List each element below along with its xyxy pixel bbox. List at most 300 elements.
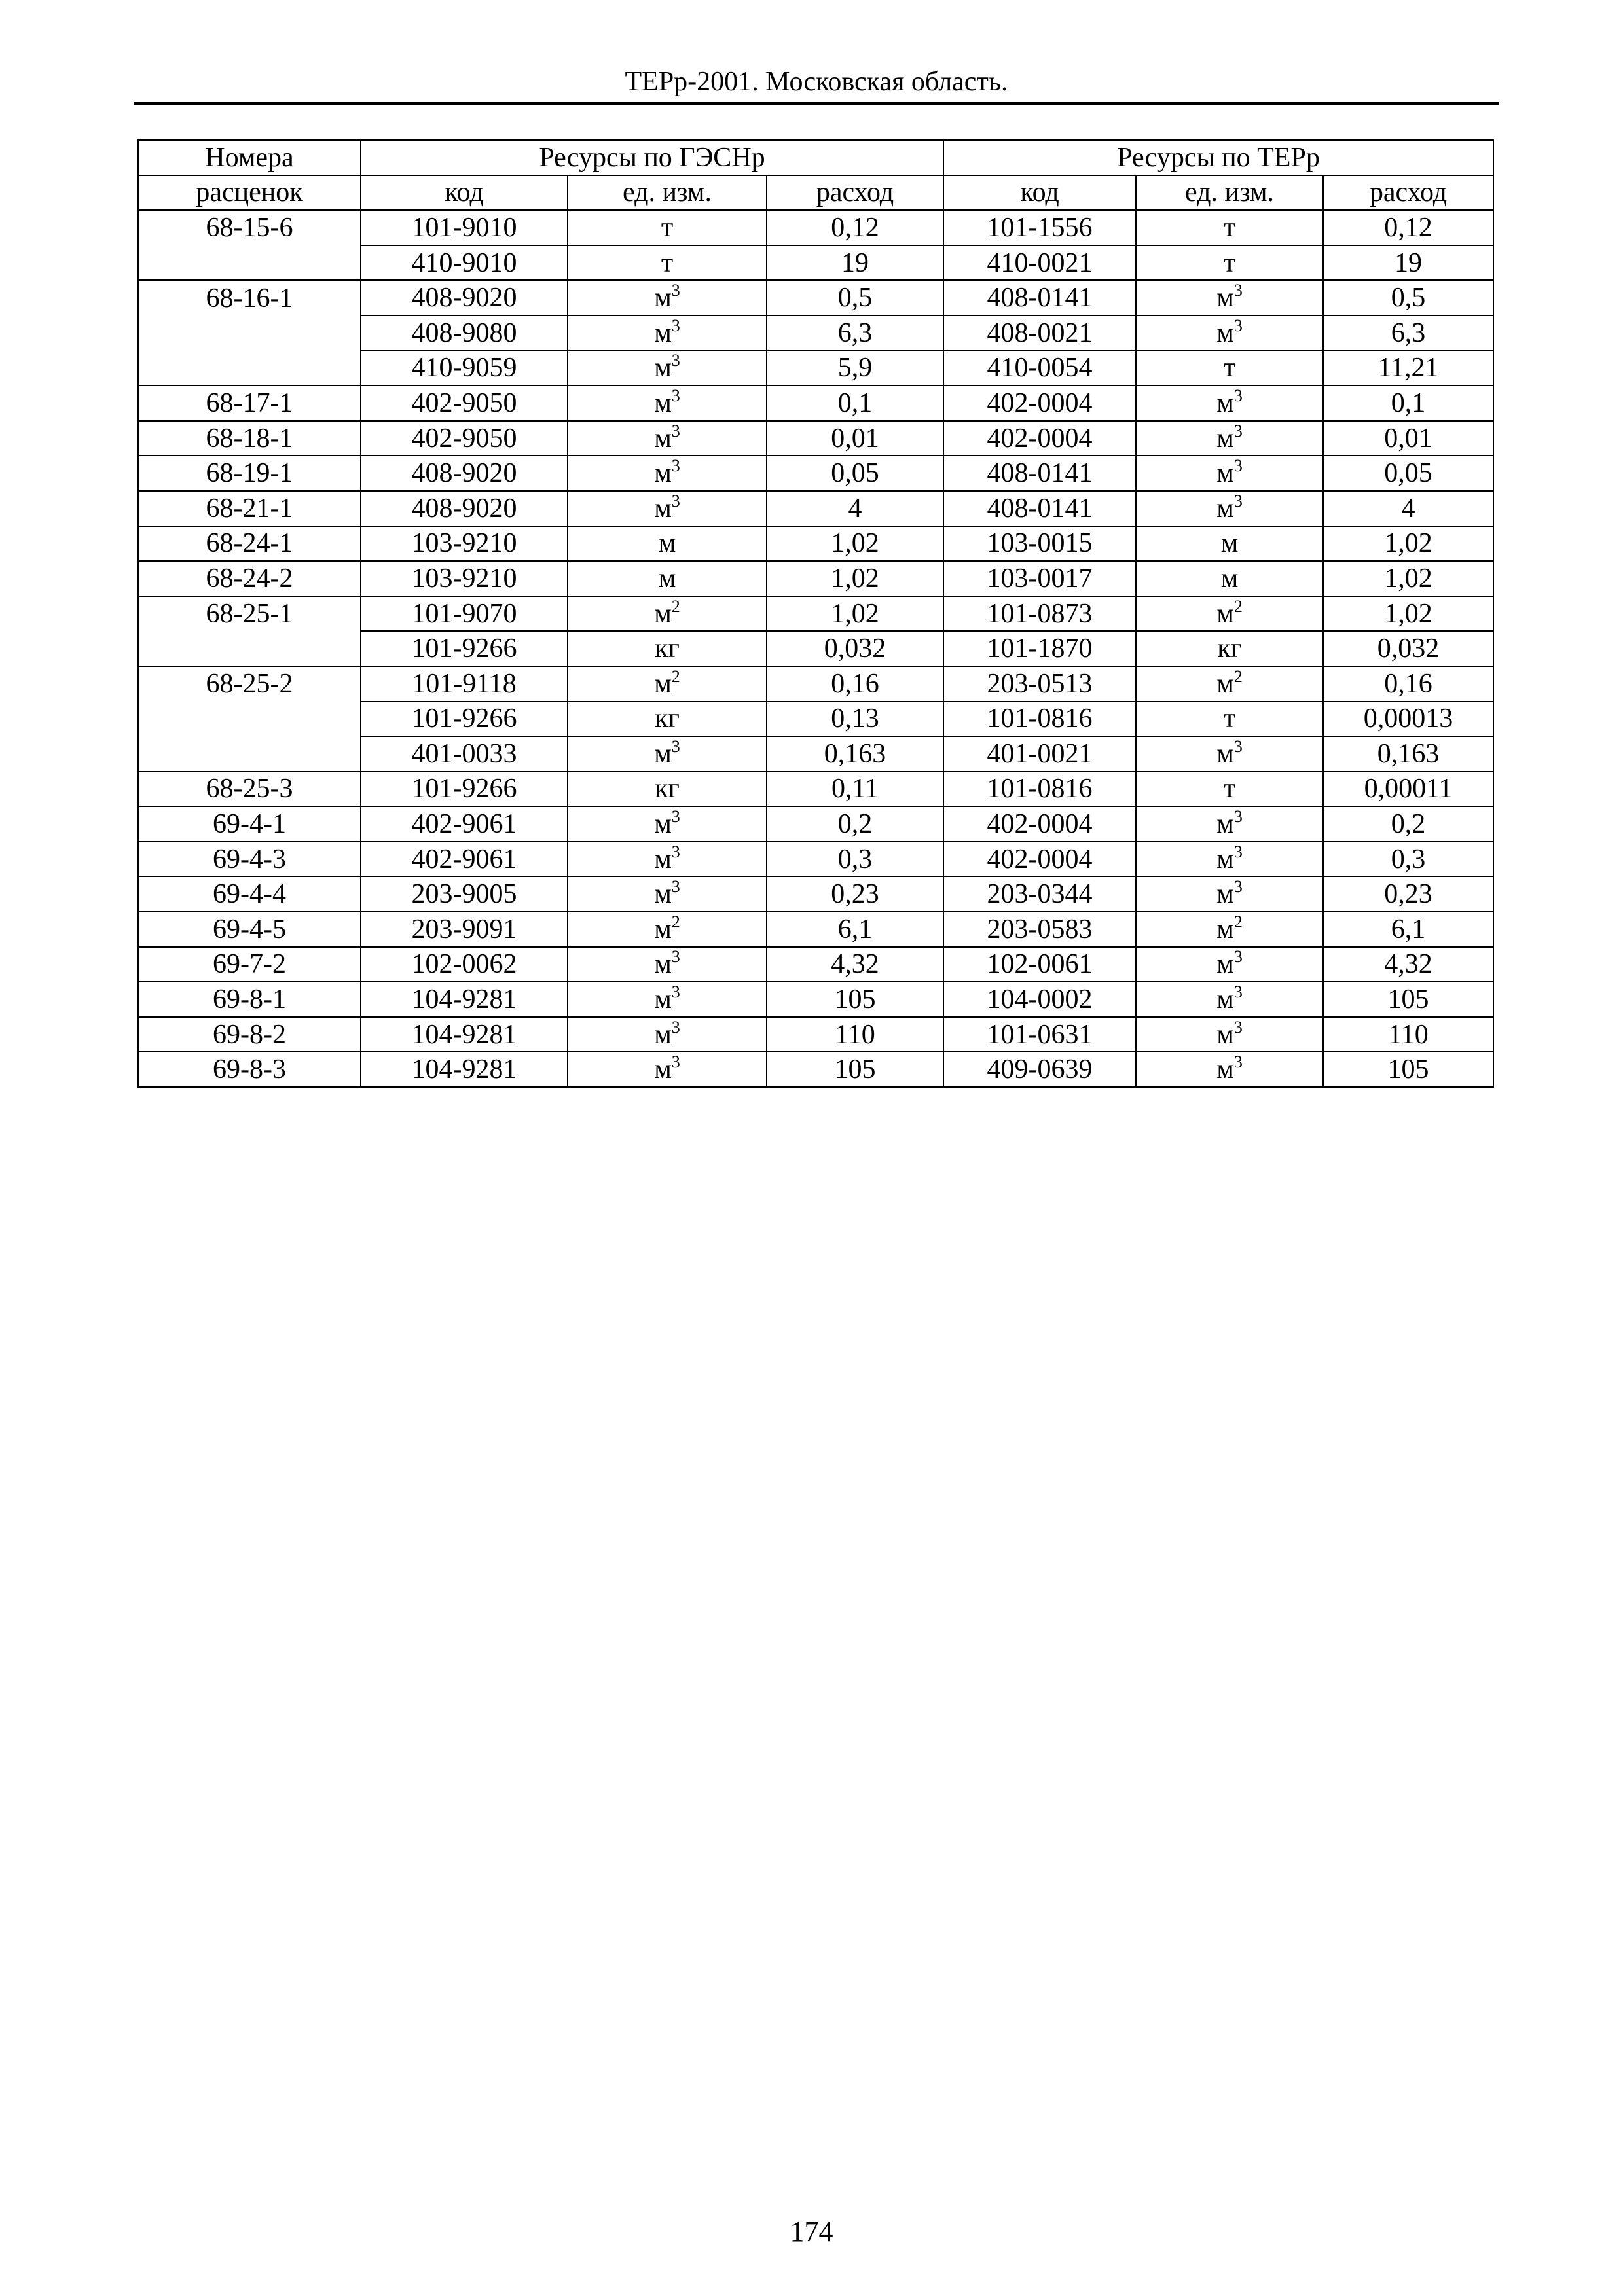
gesnr-unit-cell <box>568 1017 767 1052</box>
rate-numbers-header-line-2: расценок <box>196 177 303 208</box>
gesnr-code-header: код <box>361 175 568 211</box>
gesnr-amount-cell: 0,13 <box>767 702 943 737</box>
unit-exponent: 3 <box>1233 456 1243 476</box>
unit-text: м <box>654 493 672 524</box>
gesnr-code-cell: 101-9266 <box>361 631 568 666</box>
gesnr-unit-cell <box>568 806 767 842</box>
unit-text: м <box>654 879 672 910</box>
terr-code-cell: 101-0816 <box>943 772 1136 807</box>
unit-text: м <box>1216 949 1234 980</box>
rate-number-cell: 68-25-2 <box>138 666 361 702</box>
terr-amount-cell: 1,02 <box>1323 526 1493 562</box>
gesnr-code-cell: 104-9281 <box>361 1052 568 1087</box>
unit-text: м <box>654 387 672 418</box>
rate-number-cell: 69-4-5 <box>138 912 361 947</box>
terr-code-cell: 104-0002 <box>943 982 1136 1017</box>
table-row <box>138 772 1493 807</box>
unit-exponent: 3 <box>1233 281 1243 300</box>
gesnr-unit-cell <box>568 702 767 737</box>
gesnr-code-cell: 401-0033 <box>361 736 568 772</box>
unit-text: т <box>1223 247 1236 278</box>
unit-text: м <box>1216 844 1234 874</box>
terr-amount-cell: 1,02 <box>1323 561 1493 596</box>
gesnr-amount-cell: 0,163 <box>767 736 943 772</box>
terr-amount-cell: 0,2 <box>1323 806 1493 842</box>
terr-amount-cell: 0,16 <box>1323 666 1493 702</box>
unit-exponent: 3 <box>1233 807 1243 827</box>
rate-number-cell: 68-25-1 <box>138 596 361 632</box>
unit-text: м <box>654 949 672 980</box>
terr-amount-cell: 0,05 <box>1323 456 1493 491</box>
table-row <box>138 596 1493 632</box>
gesnr-code-cell: 101-9070 <box>361 596 568 632</box>
gesnr-amount-cell: 0,5 <box>767 280 943 315</box>
unit-text: м <box>1216 1019 1234 1050</box>
resource-table <box>137 139 1494 1088</box>
rate-number-cell: 69-8-2 <box>138 1017 361 1052</box>
unit-text: м <box>1216 598 1234 629</box>
gesnr-unit-cell <box>568 631 767 666</box>
terr-unit-cell <box>1136 876 1323 912</box>
unit-exponent: 3 <box>1233 947 1243 967</box>
terr-unit-cell <box>1136 982 1323 1017</box>
gesnr-unit-cell <box>568 315 767 351</box>
unit-exponent: 3 <box>671 1052 680 1072</box>
unit-exponent: 3 <box>671 421 680 440</box>
table-row <box>138 280 1493 315</box>
gesnr-code-cell: 408-9020 <box>361 280 568 315</box>
terr-amount-cell: 0,1 <box>1323 386 1493 421</box>
terr-code-cell: 103-0015 <box>943 526 1136 562</box>
terr-code-cell: 408-0141 <box>943 456 1136 491</box>
unit-text: м <box>654 1054 672 1085</box>
terr-amount-cell: 11,21 <box>1323 351 1493 386</box>
gesnr-amount-cell: 0,16 <box>767 666 943 702</box>
table-row <box>138 526 1493 562</box>
unit-text: м <box>654 317 672 348</box>
unit-text: м <box>654 738 672 769</box>
gesnr-unit-cell <box>568 912 767 947</box>
unit-exponent: 3 <box>671 315 680 335</box>
terr-unit-cell <box>1136 596 1323 632</box>
terr-unit-cell <box>1136 315 1323 351</box>
table-row <box>138 561 1493 596</box>
gesnr-code-cell: 410-9010 <box>361 245 568 281</box>
terr-unit-cell <box>1136 772 1323 807</box>
rate-numbers-header <box>138 140 361 175</box>
gesnr-code-cell: 402-9050 <box>361 386 568 421</box>
gesnr-amount-cell: 4,32 <box>767 947 943 982</box>
rate-numbers-header-cont <box>138 175 361 211</box>
table-row <box>138 210 1493 245</box>
table-row <box>138 456 1493 491</box>
unit-text: м <box>1216 387 1234 418</box>
gesnr-amount-cell: 0,01 <box>767 421 943 456</box>
rate-number-cell: 68-15-6 <box>138 210 361 245</box>
unit-exponent: 3 <box>1233 982 1243 1002</box>
terr-amount-cell: 105 <box>1323 1052 1493 1087</box>
table-row <box>138 386 1493 421</box>
gesnr-amount-cell: 105 <box>767 1052 943 1087</box>
terr-amount-cell: 0,12 <box>1323 210 1493 245</box>
unit-exponent: 3 <box>671 842 680 861</box>
terr-code-cell: 402-0004 <box>943 842 1136 877</box>
gesnr-unit-cell <box>568 210 767 245</box>
unit-text: м <box>1216 493 1234 524</box>
terr-unit-cell <box>1136 245 1323 281</box>
table-row <box>138 947 1493 982</box>
unit-exponent: 3 <box>1233 877 1243 897</box>
terr-amount-cell: 6,3 <box>1323 315 1493 351</box>
table-row <box>138 351 1493 386</box>
table-row <box>138 876 1493 912</box>
terr-amount-cell: 0,5 <box>1323 280 1493 315</box>
terr-unit-cell <box>1136 702 1323 737</box>
unit-text: м <box>1216 984 1234 1015</box>
gesnr-amount-cell: 1,02 <box>767 526 943 562</box>
unit-text: кг <box>655 634 680 664</box>
gesnr-code-cell: 402-9061 <box>361 842 568 877</box>
terr-unit-cell <box>1136 386 1323 421</box>
unit-text: м <box>1216 458 1234 489</box>
terr-code-cell: 410-0021 <box>943 245 1136 281</box>
gesnr-unit-cell <box>568 491 767 526</box>
gesnr-code-cell: 408-9020 <box>361 456 568 491</box>
gesnr-code-cell: 104-9281 <box>361 1017 568 1052</box>
terr-amount-header: расход <box>1323 175 1493 211</box>
gesnr-code-cell: 203-9005 <box>361 876 568 912</box>
table-row <box>138 631 1493 666</box>
gesnr-code-cell: 101-9266 <box>361 702 568 737</box>
terr-code-cell: 409-0639 <box>943 1052 1136 1087</box>
unit-text: м <box>1216 317 1234 348</box>
rate-number-cell: 68-25-3 <box>138 772 361 807</box>
terr-code-cell: 402-0004 <box>943 806 1136 842</box>
terr-unit-cell <box>1136 736 1323 772</box>
gesnr-unit-cell <box>568 842 767 877</box>
gesnr-amount-cell: 4 <box>767 491 943 526</box>
terr-unit-cell <box>1136 456 1323 491</box>
gesnr-resources-header: Ресурсы по ГЭСНр <box>361 140 943 175</box>
unit-exponent: 3 <box>1233 491 1243 511</box>
terr-code-cell: 408-0021 <box>943 315 1136 351</box>
gesnr-unit-header: ед. изм. <box>568 175 767 211</box>
gesnr-code-cell: 410-9059 <box>361 351 568 386</box>
gesnr-code-cell: 102-0062 <box>361 947 568 982</box>
gesnr-amount-cell: 0,05 <box>767 456 943 491</box>
unit-exponent: 3 <box>1233 842 1243 861</box>
table-row <box>138 421 1493 456</box>
terr-amount-cell: 0,3 <box>1323 842 1493 877</box>
terr-code-cell: 101-1870 <box>943 631 1136 666</box>
gesnr-code-cell: 402-9061 <box>361 806 568 842</box>
gesnr-code-cell: 408-9080 <box>361 315 568 351</box>
gesnr-unit-cell <box>568 772 767 807</box>
gesnr-code-cell: 101-9266 <box>361 772 568 807</box>
terr-unit-cell <box>1136 1017 1323 1052</box>
terr-code-cell: 408-0141 <box>943 491 1136 526</box>
terr-amount-cell: 0,00013 <box>1323 702 1493 737</box>
terr-code-cell: 402-0004 <box>943 421 1136 456</box>
unit-text: м <box>654 1019 672 1050</box>
gesnr-unit-cell <box>568 456 767 491</box>
unit-text: м <box>1216 809 1234 840</box>
unit-exponent: 3 <box>671 281 680 300</box>
unit-text: м <box>654 984 672 1015</box>
table-row <box>138 491 1493 526</box>
unit-text: м <box>1220 528 1239 559</box>
terr-amount-cell: 6,1 <box>1323 912 1493 947</box>
unit-text: м <box>654 283 672 314</box>
terr-amount-cell: 105 <box>1323 982 1493 1017</box>
table-body <box>138 210 1493 1087</box>
terr-unit-cell <box>1136 806 1323 842</box>
gesnr-amount-cell: 5,9 <box>767 351 943 386</box>
page-number: 174 <box>790 2215 833 2248</box>
unit-exponent: 3 <box>671 351 680 370</box>
rate-number-cell: 68-19-1 <box>138 456 361 491</box>
gesnr-amount-cell: 0,11 <box>767 772 943 807</box>
unit-text: м <box>654 353 672 384</box>
gesnr-amount-header: расход <box>767 175 943 211</box>
gesnr-unit-cell <box>568 736 767 772</box>
terr-unit-cell <box>1136 842 1323 877</box>
terr-code-header: код <box>943 175 1136 211</box>
gesnr-unit-cell <box>568 561 767 596</box>
terr-unit-cell <box>1136 666 1323 702</box>
gesnr-unit-cell <box>568 666 767 702</box>
table-row <box>138 245 1493 281</box>
unit-text: т <box>1223 212 1236 243</box>
gesnr-code-cell: 103-9210 <box>361 561 568 596</box>
terr-unit-cell <box>1136 631 1323 666</box>
unit-exponent: 3 <box>671 982 680 1002</box>
rate-numbers-header-line-1: Номера <box>205 142 294 173</box>
terr-amount-cell: 0,01 <box>1323 421 1493 456</box>
gesnr-unit-cell <box>568 280 767 315</box>
unit-text: м <box>658 528 676 559</box>
terr-amount-cell: 110 <box>1323 1017 1493 1052</box>
terr-amount-cell: 0,23 <box>1323 876 1493 912</box>
unit-text: м <box>654 458 672 489</box>
terr-unit-cell <box>1136 491 1323 526</box>
rate-number-cell <box>138 736 361 772</box>
terr-unit-cell <box>1136 1052 1323 1087</box>
gesnr-amount-cell: 0,23 <box>767 876 943 912</box>
terr-unit-cell <box>1136 280 1323 315</box>
unit-text: м <box>1216 914 1234 944</box>
table-row <box>138 912 1493 947</box>
gesnr-unit-cell <box>568 982 767 1017</box>
unit-text: м <box>1216 283 1234 314</box>
unit-text: м <box>1216 879 1234 910</box>
gesnr-amount-cell: 0,1 <box>767 386 943 421</box>
gesnr-code-cell: 104-9281 <box>361 982 568 1017</box>
gesnr-code-cell: 402-9050 <box>361 421 568 456</box>
unit-text: м <box>654 598 672 629</box>
unit-exponent: 3 <box>1233 1052 1243 1072</box>
unit-exponent: 3 <box>1233 421 1243 440</box>
unit-text: т <box>661 212 674 243</box>
terr-amount-cell: 0,00011 <box>1323 772 1493 807</box>
rate-number-cell: 69-4-3 <box>138 842 361 877</box>
rate-number-cell <box>138 315 361 351</box>
terr-unit-header: ед. изм. <box>1136 175 1323 211</box>
gesnr-amount-cell: 0,032 <box>767 631 943 666</box>
unit-text: м <box>1216 1054 1234 1085</box>
table-row <box>138 666 1493 702</box>
rate-number-cell: 69-4-4 <box>138 876 361 912</box>
terr-unit-cell <box>1136 947 1323 982</box>
unit-exponent: 3 <box>1233 736 1243 756</box>
gesnr-unit-cell <box>568 351 767 386</box>
rate-number-cell: 68-16-1 <box>138 280 361 315</box>
unit-text: т <box>1223 774 1236 804</box>
gesnr-code-cell: 101-9010 <box>361 210 568 245</box>
gesnr-amount-cell: 105 <box>767 982 943 1017</box>
terr-unit-cell <box>1136 526 1323 562</box>
terr-amount-cell: 4 <box>1323 491 1493 526</box>
terr-code-cell: 408-0141 <box>943 280 1136 315</box>
gesnr-amount-cell: 0,3 <box>767 842 943 877</box>
gesnr-unit-cell <box>568 245 767 281</box>
unit-exponent: 3 <box>671 736 680 756</box>
gesnr-amount-cell: 1,02 <box>767 561 943 596</box>
unit-exponent: 2 <box>1233 912 1243 931</box>
terr-amount-cell: 4,32 <box>1323 947 1493 982</box>
unit-text: кг <box>1217 634 1242 664</box>
unit-text: кг <box>655 704 680 734</box>
terr-code-cell: 103-0017 <box>943 561 1136 596</box>
rate-number-cell <box>138 351 361 386</box>
unit-exponent: 2 <box>671 666 680 686</box>
table-row <box>138 842 1493 877</box>
terr-code-cell: 102-0061 <box>943 947 1136 982</box>
unit-text: м <box>654 423 672 454</box>
terr-code-cell: 101-1556 <box>943 210 1136 245</box>
unit-text: м <box>1216 668 1234 699</box>
gesnr-unit-cell <box>568 526 767 562</box>
rate-number-cell <box>138 245 361 281</box>
gesnr-amount-cell: 6,3 <box>767 315 943 351</box>
rate-number-cell: 69-4-1 <box>138 806 361 842</box>
gesnr-code-cell: 101-9118 <box>361 666 568 702</box>
terr-code-cell: 101-0873 <box>943 596 1136 632</box>
terr-unit-cell <box>1136 210 1323 245</box>
gesnr-amount-cell: 0,12 <box>767 210 943 245</box>
table-row <box>138 736 1493 772</box>
unit-exponent: 3 <box>671 491 680 511</box>
gesnr-code-cell: 103-9210 <box>361 526 568 562</box>
unit-text: кг <box>655 774 680 804</box>
gesnr-code-cell: 203-9091 <box>361 912 568 947</box>
unit-exponent: 3 <box>671 947 680 967</box>
unit-exponent: 3 <box>1233 315 1243 335</box>
table-row <box>138 1017 1493 1052</box>
terr-resources-header: Ресурсы по ТЕРр <box>943 140 1493 175</box>
unit-exponent: 3 <box>1233 386 1243 405</box>
terr-unit-cell <box>1136 351 1323 386</box>
table-row <box>138 806 1493 842</box>
terr-code-cell: 101-0631 <box>943 1017 1136 1052</box>
unit-text: т <box>1223 704 1236 734</box>
rate-number-cell: 69-7-2 <box>138 947 361 982</box>
rate-number-cell <box>138 631 361 666</box>
terr-unit-cell <box>1136 421 1323 456</box>
terr-code-cell: 401-0021 <box>943 736 1136 772</box>
table-row <box>138 315 1493 351</box>
terr-code-cell: 203-0344 <box>943 876 1136 912</box>
unit-exponent: 2 <box>1233 596 1243 616</box>
rate-number-cell <box>138 702 361 737</box>
terr-amount-cell: 0,032 <box>1323 631 1493 666</box>
terr-unit-cell <box>1136 561 1323 596</box>
terr-unit-cell <box>1136 912 1323 947</box>
gesnr-amount-cell: 0,2 <box>767 806 943 842</box>
gesnr-unit-cell <box>568 596 767 632</box>
unit-text: м <box>1216 738 1234 769</box>
unit-exponent: 2 <box>671 596 680 616</box>
terr-code-cell: 203-0513 <box>943 666 1136 702</box>
rate-number-cell: 68-24-1 <box>138 526 361 562</box>
gesnr-code-cell: 408-9020 <box>361 491 568 526</box>
gesnr-unit-cell <box>568 876 767 912</box>
rate-number-cell: 69-8-1 <box>138 982 361 1017</box>
gesnr-unit-cell <box>568 1052 767 1087</box>
terr-amount-cell: 0,163 <box>1323 736 1493 772</box>
terr-amount-cell: 19 <box>1323 245 1493 281</box>
unit-exponent: 3 <box>1233 1017 1243 1037</box>
table-row <box>138 982 1493 1017</box>
gesnr-unit-cell <box>568 947 767 982</box>
gesnr-amount-cell: 6,1 <box>767 912 943 947</box>
unit-exponent: 2 <box>671 912 680 931</box>
unit-text: м <box>654 914 672 944</box>
unit-exponent: 2 <box>1233 666 1243 686</box>
unit-exponent: 3 <box>671 386 680 405</box>
rate-number-cell: 68-18-1 <box>138 421 361 456</box>
unit-text: м <box>658 563 676 594</box>
unit-text: т <box>661 247 674 278</box>
gesnr-amount-cell: 110 <box>767 1017 943 1052</box>
unit-text: м <box>1220 563 1239 594</box>
terr-code-cell: 410-0054 <box>943 351 1136 386</box>
terr-code-cell: 101-0816 <box>943 702 1136 737</box>
unit-text: м <box>654 844 672 874</box>
terr-amount-cell: 1,02 <box>1323 596 1493 632</box>
unit-text: м <box>654 809 672 840</box>
terr-code-cell: 402-0004 <box>943 386 1136 421</box>
unit-text: м <box>1216 423 1234 454</box>
rate-number-cell: 68-17-1 <box>138 386 361 421</box>
unit-exponent: 3 <box>671 456 680 476</box>
gesnr-unit-cell <box>568 421 767 456</box>
table-row <box>138 1052 1493 1087</box>
page-header: ТЕРр-2001. Московская область. <box>134 62 1499 105</box>
unit-text: м <box>654 668 672 699</box>
rate-number-cell: 68-24-2 <box>138 561 361 596</box>
rate-number-cell: 68-21-1 <box>138 491 361 526</box>
terr-code-cell: 203-0583 <box>943 912 1136 947</box>
gesnr-amount-cell: 19 <box>767 245 943 281</box>
unit-text: т <box>1223 353 1236 384</box>
unit-exponent: 3 <box>671 1017 680 1037</box>
rate-number-cell: 69-8-3 <box>138 1052 361 1087</box>
table-row <box>138 702 1493 737</box>
unit-exponent: 3 <box>671 807 680 827</box>
gesnr-amount-cell: 1,02 <box>767 596 943 632</box>
unit-exponent: 3 <box>671 877 680 897</box>
